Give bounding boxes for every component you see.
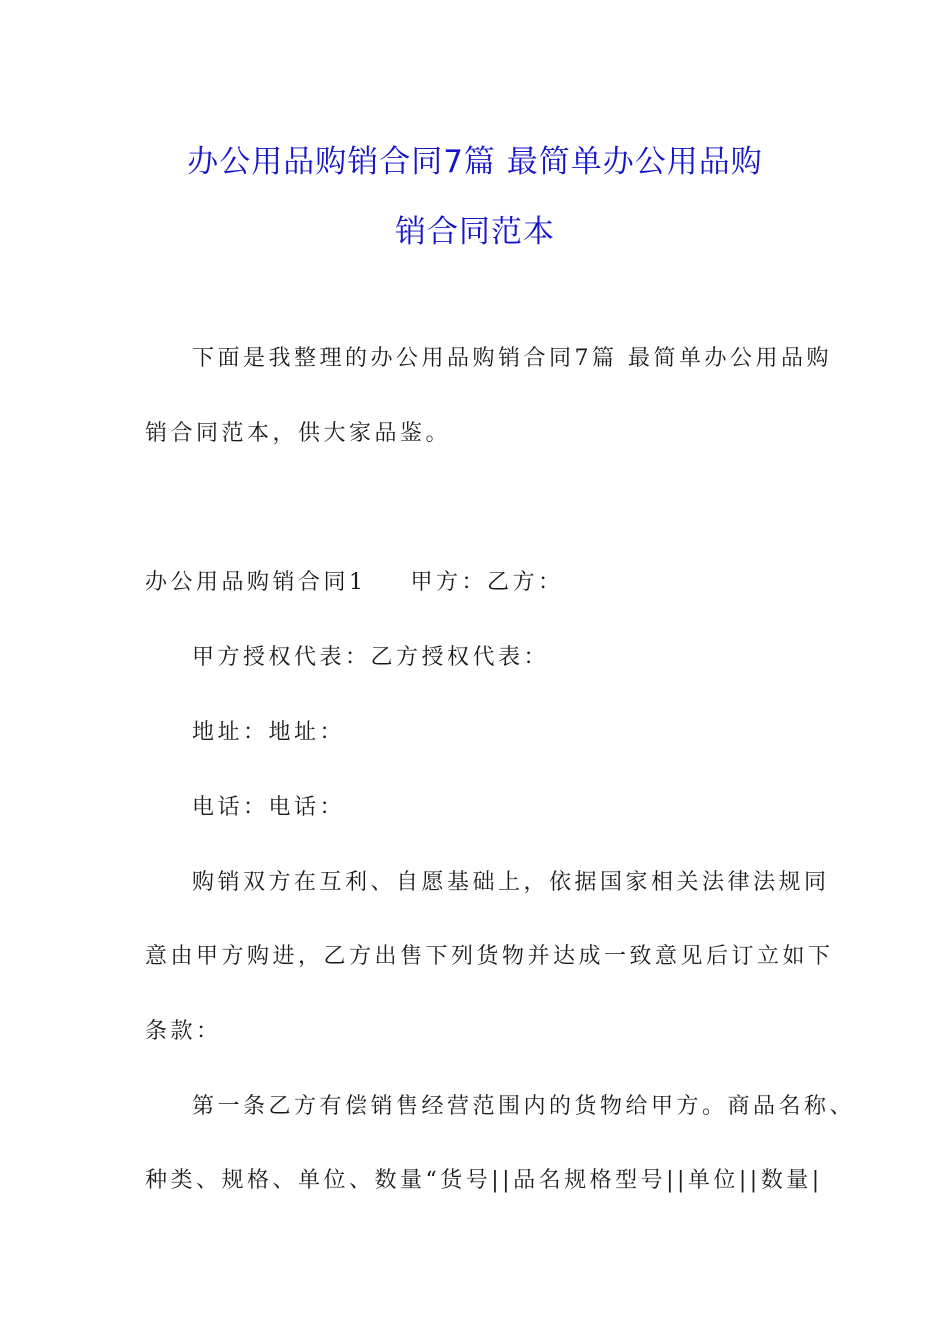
preamble-line-2: 意由甲方购进，乙方出售下列货物并达成一致意见后订立如下 — [145, 944, 834, 969]
preamble-line-3: 条款： — [145, 1019, 222, 1044]
document-title-line-1: 办公用品购销合同7篇 最简单办公用品购 — [187, 144, 763, 180]
document-title-line-2: 销合同范本 — [395, 214, 555, 250]
article-1-line-1: 第一条乙方有偿销售经营范围内的货物给甲方。商品名称、 — [192, 1094, 856, 1119]
article-1-line-2: 种类、规格、单位、数量“货号||品名规格型号||单位||数量| — [145, 1168, 823, 1193]
representatives-line: 甲方授权代表：乙方授权代表： — [192, 645, 550, 670]
phone-line: 电话：电话： — [192, 795, 346, 820]
intro-line-1: 下面是我整理的办公用品购销合同7篇 最简单办公用品购 — [192, 346, 832, 371]
contract-heading: 办公用品购销合同1 — [145, 570, 367, 595]
intro-line-2: 销合同范本，供大家品鉴。 — [145, 421, 452, 446]
preamble-line-1: 购销双方在互利、自愿基础上，依据国家相关法律法规同 — [192, 870, 830, 895]
address-line: 地址：地址： — [192, 720, 346, 745]
contract-heading-row — [145, 568, 564, 598]
parties-line: 甲方：乙方： — [410, 570, 564, 595]
